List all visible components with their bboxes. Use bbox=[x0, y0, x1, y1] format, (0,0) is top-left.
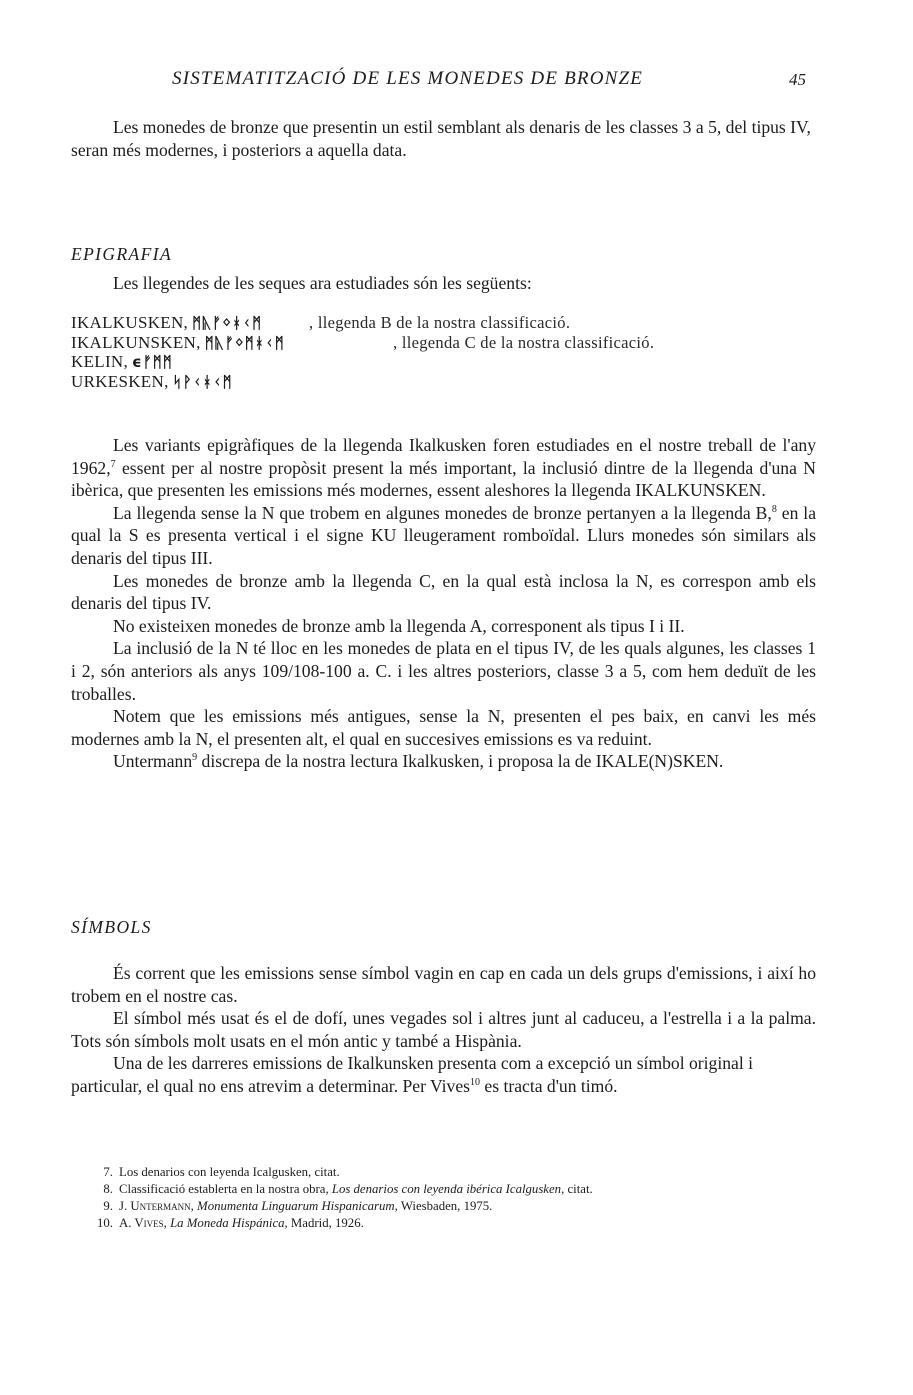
footnote: 8. Classificació establerta en la nostra obra, Los denarios con leyenda ibérica Icalgusken, citat. bbox=[71, 1181, 831, 1198]
footnotes bbox=[71, 1164, 831, 1232]
running-head bbox=[0, 68, 913, 96]
legend-row bbox=[71, 372, 831, 392]
epigrafia-lead: Les llegendes de les seques ara estudiades són les següents: bbox=[113, 273, 532, 293]
running-title: SISTEMATITZACIÓ DE LES MONEDES DE BRONZE bbox=[172, 68, 644, 89]
page-number: 45 bbox=[789, 70, 806, 89]
cited-title: Monumenta Linguarum Hispanicarum bbox=[197, 1199, 395, 1213]
legend-name: KELIN, bbox=[71, 352, 129, 371]
intro-paragraph: Les monedes de bronze que presentin un estil semblant als denaris de les classes 3 a 5, del tipus IV, seran més modernes, i posteriors a aquella data. bbox=[71, 117, 811, 160]
legend-name: IKALKUSKEN, bbox=[71, 313, 189, 332]
section-heading-epigrafia: EPIGRAFIA bbox=[71, 244, 173, 264]
cited-title: Los denarios con leyenda ibérica Icalgusken bbox=[331, 1182, 562, 1196]
paragraph: Una de les darreres emissions de Ikalkunsken presenta com a excepció un símbol original i particular, el qual no ens atrevim a determinar. Per Vives$^{10}$ es tracta d'un timó. bbox=[71, 1053, 754, 1096]
footnote-number: 7. bbox=[103, 1165, 113, 1179]
intro-paragraph-block bbox=[71, 116, 816, 161]
legend-row bbox=[71, 333, 831, 353]
footnote-text: Los denarios con leyenda Icalgusken, citat. bbox=[119, 1165, 340, 1179]
paragraph: Les variants epigràfiques de la llegenda Ikalkusken foren estudiades en el nostre treball de l'any 1962,$^7$ essent per al nostre propòsit present la més important, la inclusió dintre de la llegenda d'una N ibèrica, que presenten les emissions més modernes, essent aleshores la llegenda IKALKUNSKEN. bbox=[71, 435, 816, 501]
paragraph: La llegenda sense la N que trobem en algunes monedes de bronze pertanyen a la llegenda B,$^8$ en la qual la S es presenta vertical i el signe KU lleugerament romboïdal. Llurs monedes són similars als denaris del tipus III. bbox=[71, 502, 817, 568]
legend-note: , llegenda C de la nostra classificació. bbox=[393, 332, 655, 352]
iberic-legend-glyphs: ᛗᚣᚠᛜᛗᚼᚲᛗ bbox=[204, 333, 285, 352]
legend-name: IKALKUNSKEN, bbox=[71, 332, 201, 352]
paragraph: Notem que les emissions més antigues, sense la N, presenten el pes baix, en canvi les més modernes amb la N, el presenten alt, el qual en succesives emissions es va reduint. bbox=[71, 706, 816, 749]
iberic-legend-glyphs: ᛗᚣᚠᛜᚼᚲᛗ bbox=[192, 314, 263, 332]
paragraph: No existeixen monedes de bronze amb la llegenda A, corresponent als tipus I i II. bbox=[113, 615, 685, 636]
simbols-body bbox=[71, 962, 816, 1098]
footnote bbox=[71, 1164, 831, 1181]
footnote: 10. A. Vives, La Moneda Hispánica, Madrid, 1926. bbox=[71, 1215, 831, 1232]
footnote: 9. J. Untermann, Monumenta Linguarum Hispanicarum, Wiesbaden, 1975. bbox=[71, 1198, 831, 1215]
paragraph: La inclusió de la N té lloc en les monedes de plata en el tipus IV, de les quals algunes, les classes 1 i 2, són anteriors als anys 109/108-100 a. C. i les altres posteriors, classe 3 a 5, com hem deduït de les troballes. bbox=[71, 638, 816, 704]
epigrafia-lead-block bbox=[71, 272, 816, 295]
footnote-ref-10: 10 bbox=[470, 1076, 481, 1088]
legend-name: URKESKEN, bbox=[71, 371, 169, 391]
paragraph: El símbol més usat és el de dofí, unes vegades sol i altres junt al caduceu, a l'estrella i a la palma. Tots són símbols molt usats en el món antic y també a Hispània. bbox=[71, 1008, 816, 1051]
footnote-number: 9. bbox=[103, 1199, 113, 1213]
iberic-legend-glyphs: ϵᚠᛗᛗ bbox=[132, 353, 173, 371]
paragraph: És corrent que les emissions sense símbol vagin en cap en cada un dels grups d'emissions, i així ho trobem en el nostre cas. bbox=[71, 963, 816, 1006]
paragraph: Les monedes de bronze amb la llegenda C, en la qual està inclosa la N, es correspon amb els denaris del tipus IV. bbox=[71, 570, 816, 614]
cited-author: A. Vives bbox=[119, 1216, 164, 1230]
footnote-number: 8. bbox=[103, 1182, 113, 1196]
cited-author: J. Untermann bbox=[119, 1199, 191, 1213]
legend-list bbox=[71, 313, 831, 391]
section-heading-simbols: SÍMBOLS bbox=[71, 917, 152, 937]
footnote-ref-9: 9 bbox=[192, 752, 198, 764]
cited-title: La Moneda Hispánica bbox=[170, 1216, 285, 1230]
footnote-ref-7: 7 bbox=[110, 458, 116, 470]
iberic-legend-glyphs: ᛋᚹᚲᚼᚲᛗ bbox=[172, 372, 233, 391]
epigrafia-body bbox=[71, 434, 816, 773]
legend-row bbox=[71, 313, 831, 333]
paragraph: Untermann$^9$ discrepa de la nostra lectura Ikalkusken, i proposa la de IKALE(N)SKEN. bbox=[113, 751, 724, 772]
footnote-number: 10. bbox=[97, 1216, 113, 1230]
legend-note: , llegenda B de la nostra classificació. bbox=[309, 313, 571, 332]
legend-row bbox=[71, 352, 831, 372]
footnote-ref-8: 8 bbox=[771, 503, 777, 515]
